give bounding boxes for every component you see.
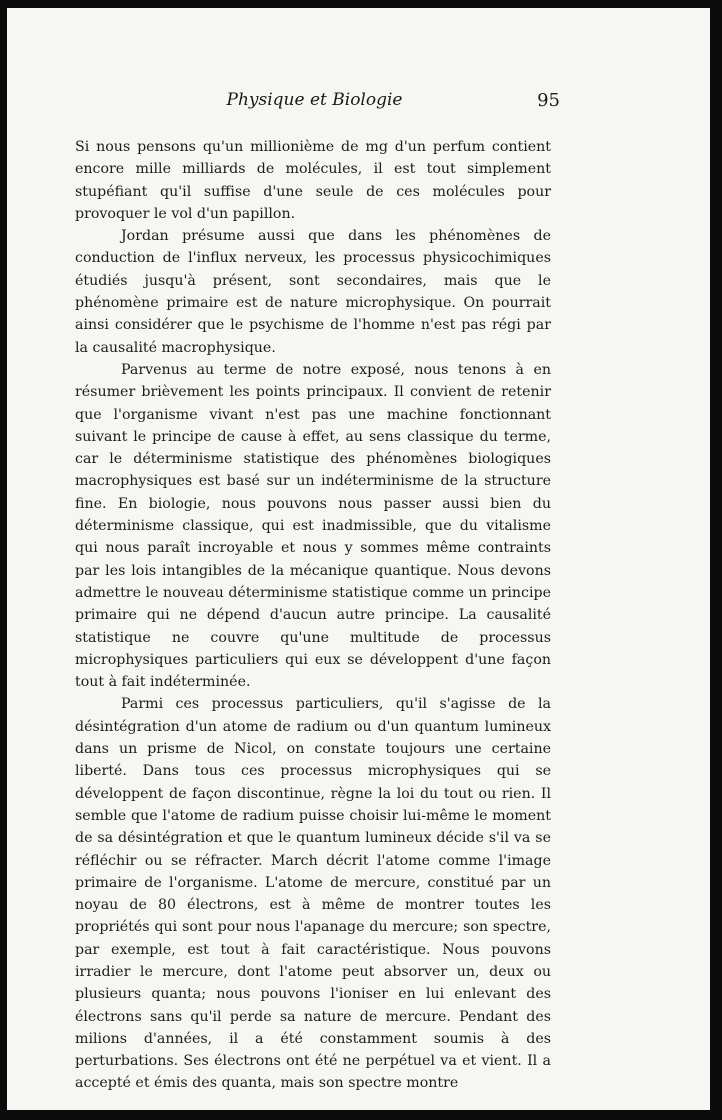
book-page [7, 8, 710, 1110]
paragraph: Si nous pensons qu'un millionième de mg d'un perfum contient encore mille milliards de molécules, il est tout simplement stupéfiant qu'il suffise d'une seule de ces molécules pour provoquer le vol d'un papillon. [75, 139, 551, 222]
paragraph: Parvenus au terme de notre exposé, nous tenons à en résumer brièvement les points principaux. Il convient de retenir que l'organisme vivant n'est pas une machine fonctionnant suivant le principe de cause à effet, au sens classique du terme, car le déterminisme statistique des phénomènes biologiques macrophysiques est basé sur un indéterminisme de la structure fine. En biologie, nous pouvons nous passer aussi bien du déterminisme classique, qui est inadmissible, que du vitalisme qui nous paraît incroyable et nous y sommes même contraints par les lois intangibles de la mécanique quantique. Nous devons admettre le nouveau déterminisme statistique comme un principe primaire qui ne dépend d'aucun autre principe. La causalité statistique ne couvre qu'une multitude de processus microphysiques particuliers qui eux se développent d'une façon tout à fait indéterminée. [75, 361, 551, 691]
body-text [75, 136, 551, 1095]
running-title: Physique et Biologie [226, 90, 403, 110]
page-number: 95 [537, 90, 560, 111]
paragraph: Jordan présume aussi que dans les phénomènes de conduction de l'influx nerveux, les processus physicochimiques étudiés jusqu'à présent, sont secondaires, mais que le phénomène primaire est de nature microphysique. On pourrait ainsi considérer que le psychisme de l'homme n'est pas régi par la causalité macrophysique. [75, 228, 551, 356]
paragraph: Parmi ces processus particuliers, qu'il s'agisse de la désintégration d'un atome de radium ou d'un quantum lumineux dans un prisme de Nicol, on constate toujours une certaine liberté. Dans tous ces processus microphysiques qui se développent de façon discontinue, règne la loi du tout ou rien. Il semble que l'atome de radium puisse choisir lui-même le moment de sa désintégration et que le quantum lumineux décide s'il va se réfléchir ou se réfracter. March décrit l'atome comme l'image primaire de l'organisme. L'atome de mercure, constitué par un noyau de 80 électrons, est à même de montrer toutes les propriétés qui sont pour nous l'apanage du mercure; son spectre, par exemple, est tout à fait caractéristique. Nous pouvons irradier le mercure, dont l'atome peut absorver un, deux ou plusieurs quanta; nous pouvons l'ioniser en lui enlevant des électrons sans qu'il perde sa nature de mercure. Pendant des milions d'années, il a été constamment soumis à des perturbations. Ses électrons ont été ne perpétuel va et vient. Il a accepté et émis des quanta, mais son spectre montre [75, 696, 551, 1092]
running-head [77, 90, 560, 116]
